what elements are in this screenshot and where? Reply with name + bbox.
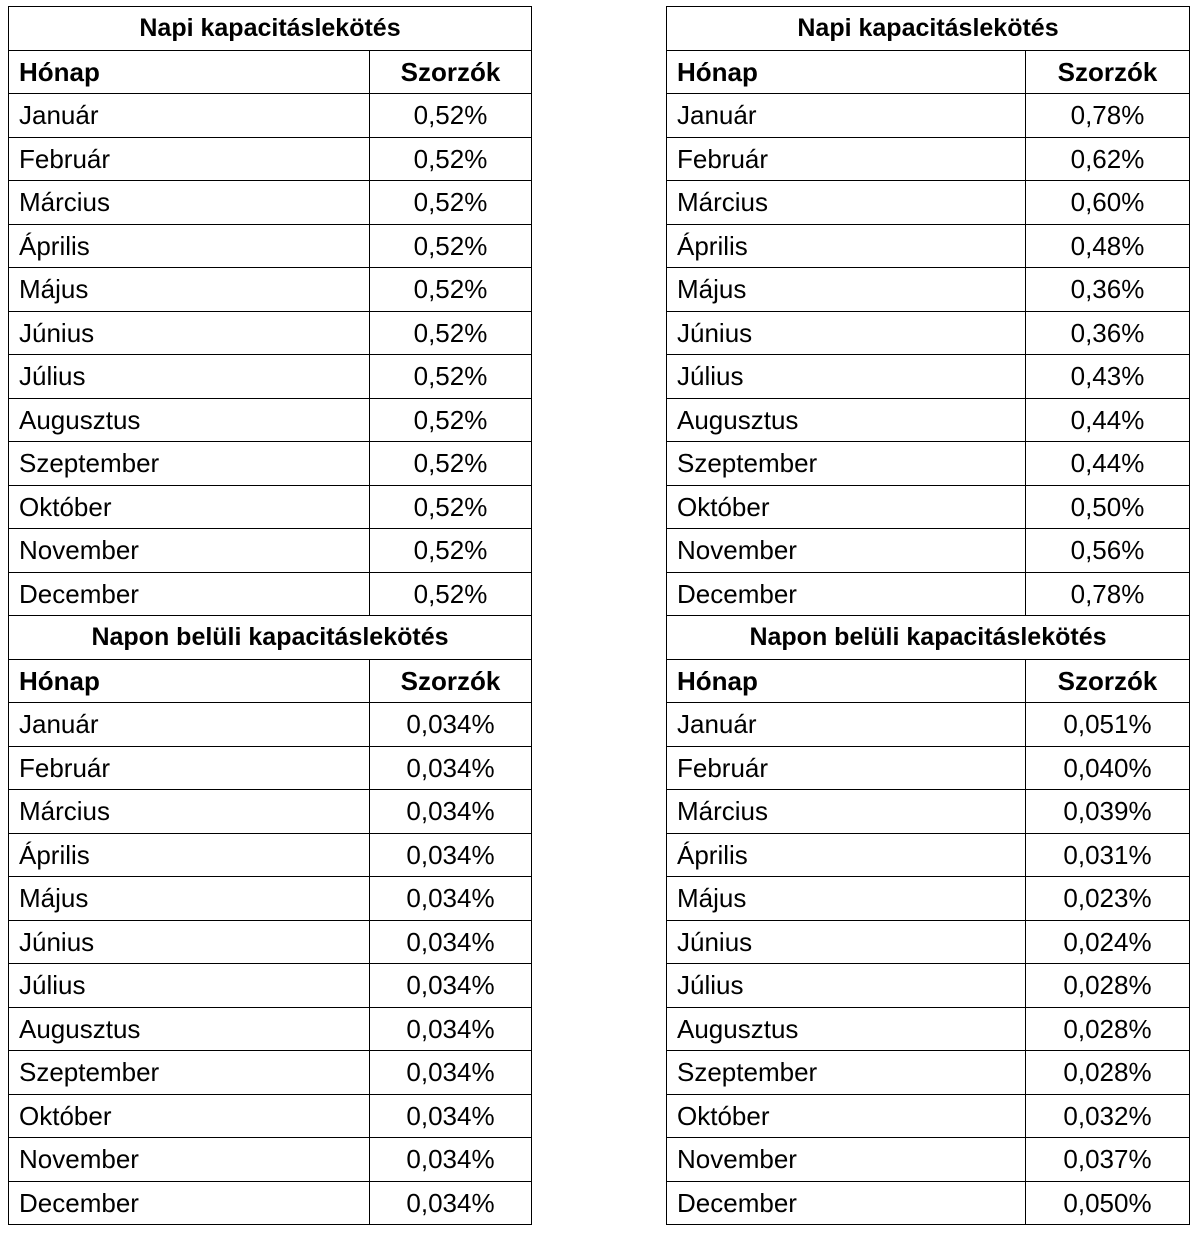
multiplier-cell: 0,78% <box>1026 94 1190 138</box>
table-row <box>667 920 1190 964</box>
napon-title-row <box>667 616 1190 660</box>
month-cell: Augusztus <box>667 398 1026 442</box>
multiplier-cell: 0,52% <box>370 572 532 616</box>
multiplier-cell: 0,52% <box>370 224 532 268</box>
multiplier-column-header: Szorzók <box>370 659 532 703</box>
napi-section-title: Napi kapacitáslekötés <box>9 7 532 51</box>
multiplier-cell: 0,36% <box>1026 268 1190 312</box>
month-cell: Április <box>9 833 370 877</box>
multiplier-cell: 0,034% <box>370 1181 532 1225</box>
table-row <box>9 224 532 268</box>
month-cell: Szeptember <box>667 1051 1026 1095</box>
table-row <box>667 1094 1190 1138</box>
multiplier-cell: 0,52% <box>370 268 532 312</box>
multiplier-cell: 0,034% <box>370 703 532 747</box>
multiplier-cell: 0,050% <box>1026 1181 1190 1225</box>
month-cell: Május <box>667 268 1026 312</box>
month-cell: Április <box>667 224 1026 268</box>
napi-title-row <box>9 7 532 51</box>
multiplier-cell: 0,037% <box>1026 1138 1190 1182</box>
table-row <box>9 572 532 616</box>
month-cell: Január <box>9 94 370 138</box>
month-cell: Július <box>9 964 370 1008</box>
month-cell: Szeptember <box>9 1051 370 1095</box>
table-row <box>667 485 1190 529</box>
multiplier-column-header: Szorzók <box>1026 50 1190 94</box>
multiplier-cell: 0,44% <box>1026 398 1190 442</box>
table-row <box>9 703 532 747</box>
month-cell: Július <box>9 355 370 399</box>
month-cell: December <box>667 572 1026 616</box>
month-cell: Április <box>9 224 370 268</box>
multiplier-cell: 0,031% <box>1026 833 1190 877</box>
multiplier-cell: 0,034% <box>370 877 532 921</box>
table-row <box>9 1051 532 1095</box>
month-cell: Június <box>9 311 370 355</box>
multiplier-cell: 0,52% <box>370 137 532 181</box>
multiplier-cell: 0,028% <box>1026 964 1190 1008</box>
month-cell: December <box>9 572 370 616</box>
month-cell: November <box>667 529 1026 573</box>
multiplier-cell: 0,52% <box>370 355 532 399</box>
multiplier-cell: 0,52% <box>370 529 532 573</box>
table-row <box>667 181 1190 225</box>
table-row <box>667 398 1190 442</box>
table-row <box>667 1051 1190 1095</box>
table-row <box>667 833 1190 877</box>
multiplier-cell: 0,52% <box>370 94 532 138</box>
table-row <box>9 746 532 790</box>
table-row <box>667 311 1190 355</box>
month-cell: Február <box>667 746 1026 790</box>
table-row <box>9 181 532 225</box>
napi-title-row <box>667 7 1190 51</box>
month-cell: Augusztus <box>9 1007 370 1051</box>
napi-section-title: Napi kapacitáslekötés <box>667 7 1190 51</box>
table-row <box>9 529 532 573</box>
multiplier-cell: 0,023% <box>1026 877 1190 921</box>
month-cell: Július <box>667 964 1026 1008</box>
month-cell: Április <box>667 833 1026 877</box>
multiplier-cell: 0,78% <box>1026 572 1190 616</box>
table-row <box>667 268 1190 312</box>
table-row <box>667 355 1190 399</box>
month-cell: Október <box>9 485 370 529</box>
napon-section-title: Napon belüli kapacitáslekötés <box>9 616 532 660</box>
table-row <box>667 442 1190 486</box>
month-cell: December <box>667 1181 1026 1225</box>
table-row <box>9 268 532 312</box>
multiplier-cell: 0,051% <box>1026 703 1190 747</box>
table-row <box>9 833 532 877</box>
table-row <box>667 1007 1190 1051</box>
month-cell: Szeptember <box>667 442 1026 486</box>
month-cell: Október <box>667 1094 1026 1138</box>
month-cell: Május <box>9 268 370 312</box>
month-cell: Február <box>9 746 370 790</box>
table-row <box>9 311 532 355</box>
multiplier-cell: 0,032% <box>1026 1094 1190 1138</box>
multiplier-column-header: Szorzók <box>1026 659 1190 703</box>
month-cell: Március <box>9 181 370 225</box>
multiplier-cell: 0,034% <box>370 790 532 834</box>
multiplier-cell: 0,034% <box>370 1007 532 1051</box>
month-cell: Augusztus <box>667 1007 1026 1051</box>
month-cell: Június <box>9 920 370 964</box>
capacity-multiplier-table <box>8 6 532 1225</box>
multiplier-cell: 0,50% <box>1026 485 1190 529</box>
napi-header-row <box>667 50 1190 94</box>
table-row <box>9 964 532 1008</box>
table-row <box>9 442 532 486</box>
table-row <box>9 920 532 964</box>
multiplier-cell: 0,52% <box>370 485 532 529</box>
table-row <box>9 137 532 181</box>
napon-title-row <box>9 616 532 660</box>
table-row <box>667 94 1190 138</box>
napon-header-row <box>667 659 1190 703</box>
table-row <box>9 1138 532 1182</box>
table-row <box>9 1007 532 1051</box>
multiplier-cell: 0,52% <box>370 311 532 355</box>
multiplier-cell: 0,040% <box>1026 746 1190 790</box>
table-row <box>667 224 1190 268</box>
multiplier-cell: 0,028% <box>1026 1051 1190 1095</box>
multiplier-cell: 0,034% <box>370 1094 532 1138</box>
month-cell: Február <box>9 137 370 181</box>
month-cell: Január <box>667 703 1026 747</box>
month-cell: November <box>9 529 370 573</box>
month-column-header: Hónap <box>9 659 370 703</box>
table-row <box>9 877 532 921</box>
multiplier-cell: 0,028% <box>1026 1007 1190 1051</box>
multiplier-cell: 0,034% <box>370 833 532 877</box>
table-row <box>9 1181 532 1225</box>
month-cell: Június <box>667 920 1026 964</box>
capacity-multiplier-table <box>666 6 1190 1225</box>
table-row <box>9 355 532 399</box>
napon-header-row <box>9 659 532 703</box>
table-row <box>667 1138 1190 1182</box>
month-cell: Július <box>667 355 1026 399</box>
month-cell: Március <box>667 181 1026 225</box>
multiplier-cell: 0,52% <box>370 442 532 486</box>
month-cell: Augusztus <box>9 398 370 442</box>
multiplier-cell: 0,44% <box>1026 442 1190 486</box>
table-row <box>667 529 1190 573</box>
right-tariff-table <box>666 6 1189 1225</box>
multiplier-cell: 0,034% <box>370 1138 532 1182</box>
multiplier-cell: 0,039% <box>1026 790 1190 834</box>
multiplier-cell: 0,48% <box>1026 224 1190 268</box>
table-row <box>667 703 1190 747</box>
month-column-header: Hónap <box>667 50 1026 94</box>
multiplier-cell: 0,60% <box>1026 181 1190 225</box>
multiplier-cell: 0,034% <box>370 746 532 790</box>
table-row <box>667 790 1190 834</box>
month-cell: Január <box>9 703 370 747</box>
multiplier-cell: 0,52% <box>370 181 532 225</box>
table-row <box>667 1181 1190 1225</box>
multiplier-cell: 0,56% <box>1026 529 1190 573</box>
multiplier-cell: 0,43% <box>1026 355 1190 399</box>
month-cell: Szeptember <box>9 442 370 486</box>
table-row <box>9 94 532 138</box>
multiplier-cell: 0,62% <box>1026 137 1190 181</box>
month-cell: Május <box>9 877 370 921</box>
table-row <box>667 137 1190 181</box>
month-cell: Február <box>667 137 1026 181</box>
month-cell: Október <box>9 1094 370 1138</box>
table-row <box>9 398 532 442</box>
month-cell: Május <box>667 877 1026 921</box>
table-row <box>9 790 532 834</box>
table-row <box>667 877 1190 921</box>
table-row <box>9 1094 532 1138</box>
left-tariff-table <box>8 6 531 1225</box>
multiplier-cell: 0,024% <box>1026 920 1190 964</box>
month-cell: December <box>9 1181 370 1225</box>
month-column-header: Hónap <box>667 659 1026 703</box>
multiplier-cell: 0,36% <box>1026 311 1190 355</box>
napi-header-row <box>9 50 532 94</box>
month-cell: Január <box>667 94 1026 138</box>
table-row <box>667 746 1190 790</box>
month-column-header: Hónap <box>9 50 370 94</box>
multiplier-cell: 0,034% <box>370 1051 532 1095</box>
table-row <box>667 964 1190 1008</box>
month-cell: Március <box>667 790 1026 834</box>
table-row <box>9 485 532 529</box>
month-cell: November <box>9 1138 370 1182</box>
multiplier-cell: 0,034% <box>370 920 532 964</box>
month-cell: Október <box>667 485 1026 529</box>
table-row <box>667 572 1190 616</box>
multiplier-column-header: Szorzók <box>370 50 532 94</box>
month-cell: November <box>667 1138 1026 1182</box>
month-cell: Június <box>667 311 1026 355</box>
multiplier-cell: 0,034% <box>370 964 532 1008</box>
multiplier-cell: 0,52% <box>370 398 532 442</box>
month-cell: Március <box>9 790 370 834</box>
napon-section-title: Napon belüli kapacitáslekötés <box>667 616 1190 660</box>
